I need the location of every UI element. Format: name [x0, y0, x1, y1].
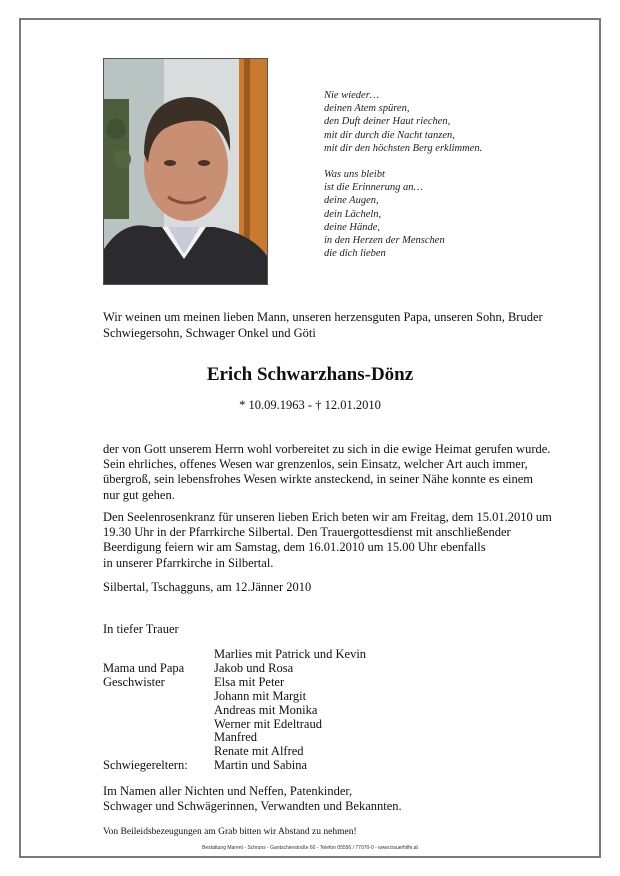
poem-line: den Duft deiner Haut riechen,: [324, 116, 451, 128]
poem: [324, 89, 584, 273]
family-list: [103, 648, 366, 773]
closing-line: Im Namen aller Nichten und Neffen, Patenkinder,: [103, 784, 353, 798]
family-relation: [103, 745, 214, 759]
family-row: [103, 676, 366, 690]
poem-line: deine Augen,: [324, 195, 379, 207]
family-names: Andreas mit Monika: [214, 702, 318, 717]
mourning-heading: In tiefer Trauer: [103, 622, 179, 636]
poem-line: mit dir durch die Nacht tanzen,: [324, 129, 455, 141]
poem-line: dein Lächeln,: [324, 208, 382, 220]
paragraph-line: Sein ehrliches, offenes Wesen war grenzenlos, sein Einsatz, welcher Art auch immer,: [103, 457, 528, 472]
paragraph-line: der von Gott unserem Herrn wohl vorbereitet zu sich in die ewige Heimat gerufen wurde.: [103, 442, 551, 456]
poem-line: deinen Atem spüren,: [324, 103, 410, 115]
condolence-note: Von Beileidsbezeugungen am Grab bitten wir Abstand zu nehmen!: [103, 827, 357, 837]
intro-text: Wir weinen um meinen lieben Mann, unseren herzensguten Papa, unseren Sohn, Bruder Schwiegersohn, Schwager Onkel und Göti: [103, 310, 543, 340]
poem-stanza-1: [324, 89, 584, 155]
tribute-paragraph: [103, 442, 563, 503]
poem-line: Nie wieder…: [324, 90, 380, 101]
paragraph-line: Beerdigung feiern wir am Samstag, dem 16.01.2010 um 15.00 Uhr ebenfalls: [103, 540, 486, 555]
poem-line: mit dir den höchsten Berg erklimmen.: [324, 142, 483, 154]
family-names: Werner mit Edeltraud: [214, 716, 322, 731]
family-row: [103, 690, 366, 704]
family-relation: [103, 690, 214, 704]
poem-line: ist die Erinnerung an…: [324, 182, 423, 194]
family-names: Renate mit Alfred: [214, 744, 304, 759]
family-names: Johann mit Margit: [214, 688, 307, 703]
portrait-photo: [103, 58, 268, 285]
family-row: [103, 759, 366, 773]
family-relation: Mama und Papa: [103, 660, 185, 675]
family-names: Elsa mit Peter: [214, 674, 285, 689]
poem-line: die dich lieben: [324, 248, 386, 260]
family-relation: Geschwister: [103, 674, 165, 689]
family-row: [103, 704, 366, 718]
family-names: Martin und Sabina: [214, 758, 308, 773]
paragraph-line: Den Seelenrosenkranz für unseren lieben Erich beten wir am Freitag, dem 15.01.2010 um: [103, 510, 552, 524]
poem-line: Was uns bleibt: [324, 169, 385, 181]
family-row: [103, 662, 366, 676]
poem-line: in den Herzen der Menschen: [324, 235, 445, 247]
poem-stanza-2: [324, 168, 584, 260]
family-row: [103, 648, 366, 662]
paragraph-line: übergroß, sein lebensfrohes Wesen wirkte ansteckend, in seiner Nähe konnte es einem: [103, 472, 533, 487]
closing-line: Schwager und Schwägerinnen, Verwandten und Bekannten.: [103, 799, 402, 814]
family-relation: [103, 704, 214, 718]
service-paragraph: [103, 510, 563, 571]
family-names: Marlies mit Patrick und Kevin: [214, 647, 367, 661]
poem-line: deine Hände,: [324, 221, 380, 233]
family-relation: [103, 731, 214, 745]
deceased-name: Erich Schwarzhans-Dönz: [206, 364, 414, 385]
family-row: [103, 731, 366, 745]
paragraph-line: nur gut gehen.: [103, 487, 175, 502]
footer-imprint: Bestattung Marent - Schruns - Gantschierstraße 60 - Telefon 05556 / 77070-0 - www.trauerhilfe.at: [202, 845, 418, 851]
family-names: Manfred: [214, 730, 258, 745]
family-names: Jakob und Rosa: [214, 660, 294, 675]
family-relation: Schwiegereltern:: [103, 758, 188, 773]
paragraph-line: 19.30 Uhr in der Pfarrkirche Silbertal. Den Trauergottesdienst mit anschließender: [103, 525, 511, 540]
closing-text: [103, 784, 563, 814]
family-relation: [103, 648, 214, 662]
family-relation: [103, 718, 214, 732]
life-dates: * 10.09.1963 - † 12.01.2010: [239, 398, 381, 412]
family-row: [103, 718, 366, 732]
family-row: [103, 745, 366, 759]
place-date: Silbertal, Tschagguns, am 12.Jänner 2010: [103, 580, 312, 594]
paragraph-line: in unserer Pfarrkirche in Silbertal.: [103, 555, 274, 570]
